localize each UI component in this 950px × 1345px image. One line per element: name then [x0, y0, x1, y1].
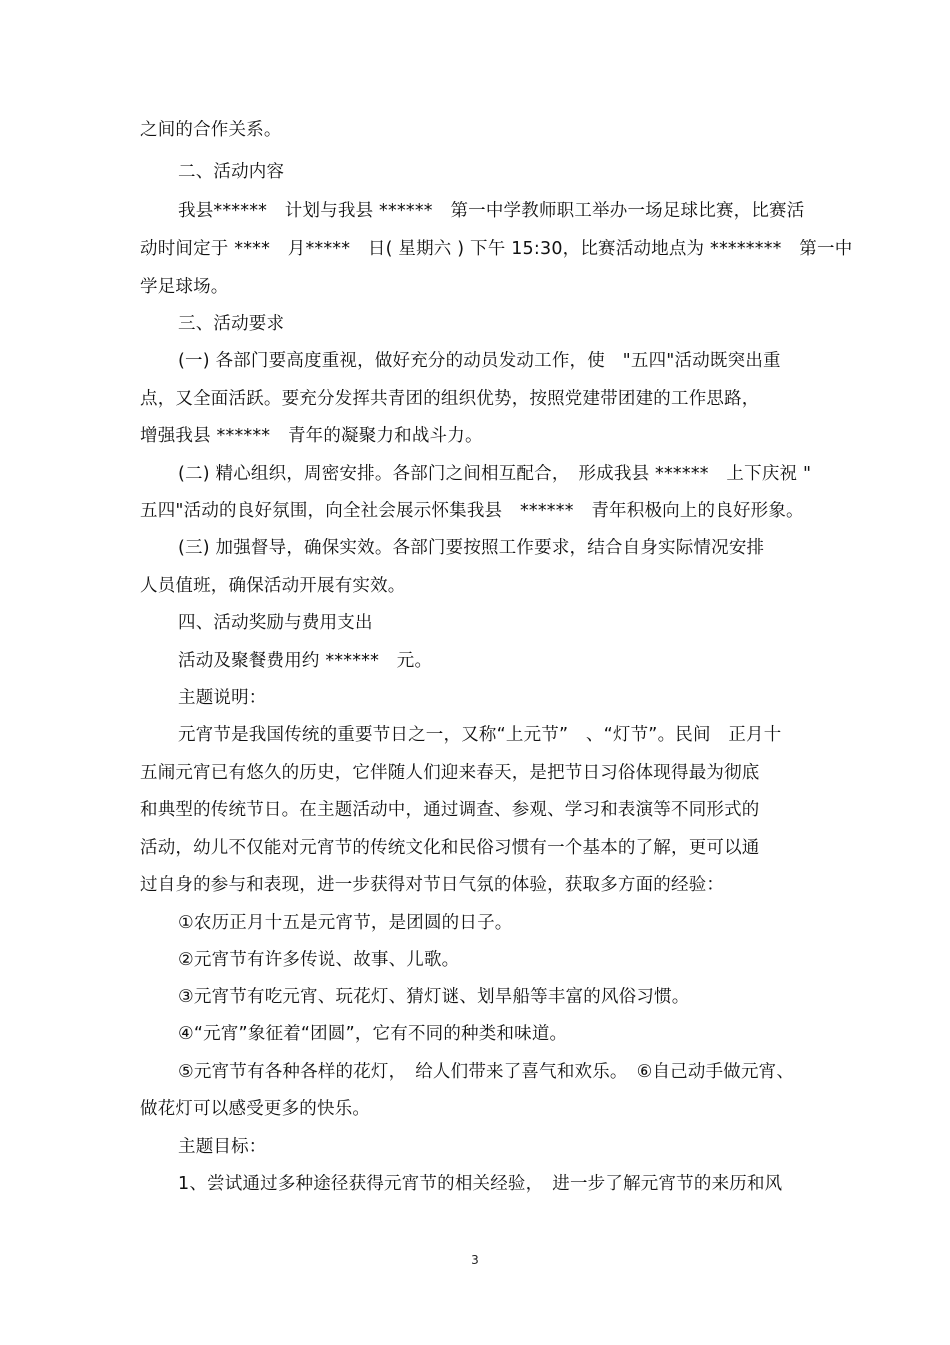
paragraph-line: 过自身的参与和表现，进一步获得对节日气氛的体验，获取多方面的经验： [140, 875, 725, 895]
section-heading-activity-content: 二、活动内容 [178, 162, 285, 182]
paragraph-line: (三) 加强督导，确保实效。各部门要按照工作要求，结合自身实际情况安排 [178, 538, 765, 558]
paragraph-line: 活动，幼儿不仅能对元宵节的传统文化和民俗习惯有一个基本的了解，更可以通 [140, 838, 760, 858]
paragraph-line: 人员值班，确保活动开展有实效。 [140, 576, 406, 596]
paragraph-line: 我县****** 计划与我县 ****** 第一中学教师职工举办一场足球比赛，比赛活 [178, 201, 805, 221]
list-item: ①农历正月十五是元宵节，是团圆的日子。 [178, 913, 513, 933]
paragraph-line: (一) 各部门要高度重视，做好充分的动员发动工作，使 "五四"活动既突出重 [178, 351, 781, 371]
paragraph-line: 和典型的传统节日。在主题活动中，通过调查、参观、学习和表演等不同形式的 [140, 800, 760, 820]
paragraph-line: 1、尝试通过多种途径获得元宵节的相关经验， 进一步了解元宵节的来历和风 [178, 1174, 783, 1194]
section-heading-theme-description: 主题说明： [178, 688, 267, 708]
list-item: ③元宵节有吃元宵、玩花灯、猜灯谜、划旱船等丰富的风俗习惯。 [178, 987, 690, 1007]
paragraph-line: 活动及聚餐费用约 ****** 元。 [178, 651, 433, 671]
paragraph-line: 点，又全面活跃。要充分发挥共青团的组织优势，按照党建带团建的工作思路， [140, 389, 760, 409]
section-heading-activity-requirements: 三、活动要求 [178, 314, 285, 334]
paragraph-line: 五闹元宵已有悠久的历史，它伴随人们迎来春天，是把节日习俗体现得最为彻底 [140, 763, 760, 783]
paragraph-line: 动时间定于 **** 月***** 日( 星期六 ) 下午 15:30，比赛活动地点为 ******** 第一中 [140, 239, 853, 259]
paragraph-line: 增强我县 ****** 青年的凝聚力和战斗力。 [140, 426, 483, 446]
page-number: 3 [471, 1253, 479, 1267]
list-item: ④“元宵”象征着“团圆”，它有不同的种类和味道。 [178, 1024, 568, 1044]
section-heading-rewards-expenses: 四、活动奖励与费用支出 [178, 613, 373, 633]
paragraph-line: 元宵节是我国传统的重要节日之一，又称“上元节” 、“灯节”。民间 正月十 [178, 725, 782, 745]
list-item: ②元宵节有许多传说、故事、儿歌。 [178, 950, 460, 970]
paragraph-line: (二) 精心组织，周密安排。各部门之间相互配合， 形成我县 ****** 上下庆祝 " [178, 464, 812, 484]
paragraph-continuation: 之间的合作关系。 [140, 120, 282, 140]
section-heading-theme-goals: 主题目标： [178, 1137, 267, 1157]
paragraph-line: 学足球场。 [140, 277, 229, 297]
list-item-continuation: 做花灯可以感受更多的快乐。 [140, 1099, 371, 1119]
paragraph-line: 五四"活动的良好氛围，向全社会展示怀集我县 ****** 青年积极向上的良好形象。 [140, 501, 804, 521]
list-item: ⑤元宵节有各种各样的花灯， 给人们带来了喜气和欢乐。 ⑥自己动手做元宵、 [178, 1062, 795, 1082]
